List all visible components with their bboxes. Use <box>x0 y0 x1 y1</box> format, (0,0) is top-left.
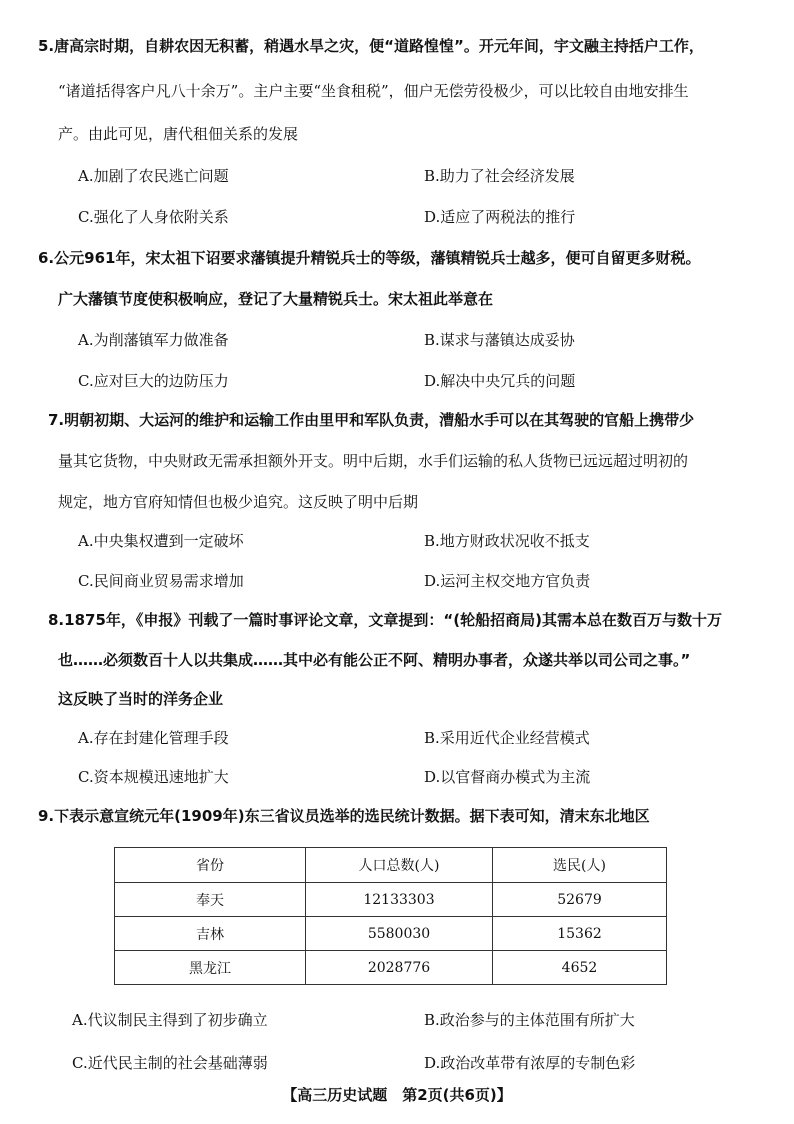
table-header-row <box>115 848 667 883</box>
voter-statistics-table <box>114 847 667 985</box>
q5-stem-line-1: 5.唐高宗时期，自耕农因无积蓄，稍遇水旱之灾，便“道路惶惶”。开元年间，宇文融主持括户工作， <box>38 37 704 55</box>
q6-stem-line-2: 广大藩镇节度使积极响应，登记了大量精锐兵士。宋太祖此举意在 <box>58 290 494 308</box>
q5-option-c[interactable]: C.强化了人身依附关系 <box>78 208 229 226</box>
q7-stem-line-2: 量其它货物，中央财政无需承担额外开支。明中后期，水手们运输的私人货物已远远超过明初的 <box>58 452 689 470</box>
q5-stem-line-2: “诸道括得客户凡八十余万”。主户主要“坐食租税”，佃户无偿劳役极少，可以比较自由地安排生 <box>58 82 689 100</box>
cell-voters: 52679 <box>493 883 667 917</box>
q6-stem-line-1: 6.公元961年，宋太祖下诏要求藩镇提升精锐兵士的等级，藩镇精锐兵士越多，便可自留更多财税。 <box>38 249 701 267</box>
q5-option-a[interactable]: A.加剧了农民逃亡问题 <box>78 167 229 185</box>
header-voters: 选民(人) <box>493 848 667 883</box>
q9-option-c[interactable]: C.近代民主制的社会基础薄弱 <box>72 1054 268 1072</box>
q5-option-d[interactable]: D.适应了两税法的推行 <box>424 208 576 226</box>
table-row <box>115 883 667 917</box>
q5-stem-line-3: 产。由此可见，唐代租佃关系的发展 <box>58 125 299 143</box>
q8-option-d[interactable]: D.以官督商办模式为主流 <box>424 768 591 786</box>
cell-population: 12133303 <box>306 883 493 917</box>
q7-option-c[interactable]: C.民间商业贸易需求增加 <box>78 572 244 590</box>
q7-stem-line-1: 7.明朝初期、大运河的维护和运输工作由里甲和军队负责，漕船水手可以在其驾驶的官船上携带少 <box>48 411 695 429</box>
q6-option-a[interactable]: A.为削藩镇军力做准备 <box>78 331 229 349</box>
q6-option-d[interactable]: D.解决中央冗兵的问题 <box>424 372 576 390</box>
q9-stem-line-1: 9.下表示意宣统元年(1909年)东三省议员选举的选民统计数据。据下表可知，清末东北地区 <box>38 807 650 825</box>
cell-province: 黑龙江 <box>115 951 306 985</box>
q8-stem-line-2: 也……必须数百十人以共集成……其中必有能公正不阿、精明办事者，众遂共举以司公司之事。” <box>58 651 691 669</box>
q7-option-d[interactable]: D.运河主权交地方官负责 <box>424 572 591 590</box>
q8-stem-line-3: 这反映了当时的洋务企业 <box>58 690 224 708</box>
q5-option-b[interactable]: B.助力了社会经济发展 <box>424 167 575 185</box>
header-province: 省份 <box>115 848 306 883</box>
q9-option-b[interactable]: B.政治参与的主体范围有所扩大 <box>424 1011 635 1029</box>
q8-option-b[interactable]: B.采用近代企业经营模式 <box>424 729 590 747</box>
table-row <box>115 951 667 985</box>
cell-province: 奉天 <box>115 883 306 917</box>
q6-option-b[interactable]: B.谋求与藩镇达成妥协 <box>424 331 575 349</box>
q6-option-c[interactable]: C.应对巨大的边防压力 <box>78 372 229 390</box>
cell-voters: 4652 <box>493 951 667 985</box>
header-population: 人口总数(人) <box>306 848 493 883</box>
q8-option-a[interactable]: A.存在封建化管理手段 <box>78 729 229 747</box>
cell-province: 吉林 <box>115 917 306 951</box>
cell-voters: 15362 <box>493 917 667 951</box>
cell-population: 5580030 <box>306 917 493 951</box>
page-footer: 【高三历史试题 第2页(共6页)】 <box>282 1086 512 1104</box>
q7-stem-line-3: 规定，地方官府知情但也极少追究。这反映了明中后期 <box>58 493 419 511</box>
q9-option-d[interactable]: D.政治改革带有浓厚的专制色彩 <box>424 1054 636 1072</box>
q7-option-a[interactable]: A.中央集权遭到一定破坏 <box>78 532 244 550</box>
table-row <box>115 917 667 951</box>
q8-stem-line-1: 8.1875年，《申报》刊载了一篇时事评论文章，文章提到：“(轮船招商局)其需本总在数百万与数十万 <box>48 611 722 629</box>
cell-population: 2028776 <box>306 951 493 985</box>
q7-option-b[interactable]: B.地方财政状况收不抵支 <box>424 532 590 550</box>
q8-option-c[interactable]: C.资本规模迅速地扩大 <box>78 768 229 786</box>
q9-option-a[interactable]: A.代议制民主得到了初步确立 <box>72 1011 268 1029</box>
